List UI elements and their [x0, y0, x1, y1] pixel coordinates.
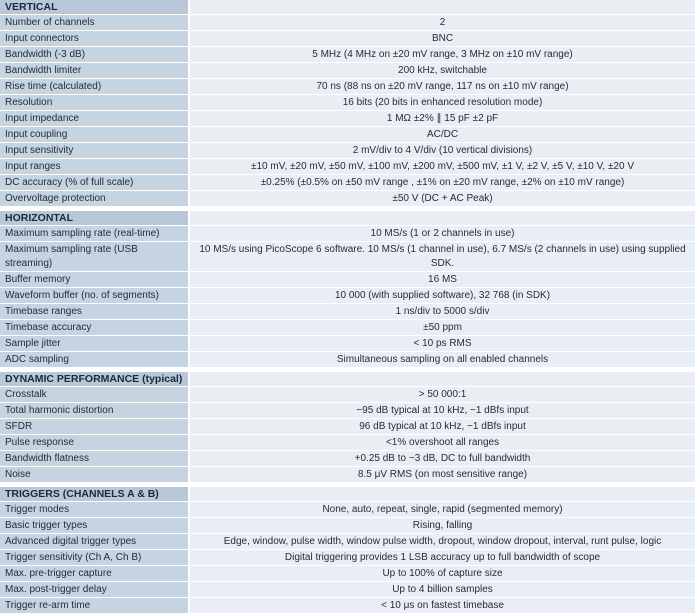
spec-row	[0, 582, 695, 598]
spec-label: Rise time (calculated)	[0, 79, 190, 95]
spec-label: Input sensitivity	[0, 143, 190, 159]
spec-label: Trigger re-arm time	[0, 598, 190, 614]
spec-label: Input connectors	[0, 31, 190, 47]
spec-label: Buffer memory	[0, 272, 190, 288]
spec-value: 10 MS/s using PicoScope 6 software. 10 MS/s (1 channel in use), 6.7 MS/s (2 channels in use) using supplied SDK.	[190, 242, 695, 272]
spec-label: SFDR	[0, 419, 190, 435]
spec-value: 2	[190, 15, 695, 31]
spec-row	[0, 387, 695, 403]
spec-label: ADC sampling	[0, 352, 190, 368]
spec-label: Timebase ranges	[0, 304, 190, 320]
spec-row	[0, 31, 695, 47]
spec-value: 16 bits (20 bits in enhanced resolution mode)	[190, 95, 695, 111]
spec-label: Maximum sampling rate (real-time)	[0, 226, 190, 242]
spec-label: Trigger sensitivity (Ch A, Ch B)	[0, 550, 190, 566]
section-header	[0, 0, 695, 15]
spec-row	[0, 451, 695, 467]
spec-row	[0, 127, 695, 143]
spec-row	[0, 63, 695, 79]
section-header-fill	[190, 0, 695, 15]
section-title: TRIGGERS (CHANNELS A & B)	[0, 487, 190, 502]
spec-value: 8.5 μV RMS (on most sensitive range)	[190, 467, 695, 483]
spec-value: −95 dB typical at 10 kHz, −1 dBfs input	[190, 403, 695, 419]
spec-row	[0, 95, 695, 111]
spec-value: 10 MS/s (1 or 2 channels in use)	[190, 226, 695, 242]
section-header	[0, 211, 695, 226]
spec-row	[0, 352, 695, 368]
spec-value: +0.25 dB to −3 dB, DC to full bandwidth	[190, 451, 695, 467]
spec-label: Input impedance	[0, 111, 190, 127]
spec-value: 1 MΩ ±2% ∥ 15 pF ±2 pF	[190, 111, 695, 127]
spec-value: ±50 ppm	[190, 320, 695, 336]
spec-value: ±10 mV, ±20 mV, ±50 mV, ±100 mV, ±200 mV, ±500 mV, ±1 V, ±2 V, ±5 V, ±10 V, ±20 V	[190, 159, 695, 175]
spec-row	[0, 550, 695, 566]
spec-row	[0, 191, 695, 207]
spec-label: DC accuracy (% of full scale)	[0, 175, 190, 191]
section-header-fill	[190, 487, 695, 502]
spec-row	[0, 175, 695, 191]
spec-row	[0, 566, 695, 582]
section-header	[0, 487, 695, 502]
spec-row	[0, 518, 695, 534]
spec-row	[0, 143, 695, 159]
spec-label: Bandwidth (-3 dB)	[0, 47, 190, 63]
spec-row	[0, 15, 695, 31]
spec-value: Up to 100% of capture size	[190, 566, 695, 582]
spec-value: Edge, window, pulse width, window pulse width, dropout, window dropout, interval, runt pulse, logic	[190, 534, 695, 550]
spec-label: Number of channels	[0, 15, 190, 31]
spec-label: Basic trigger types	[0, 518, 190, 534]
spec-row	[0, 419, 695, 435]
spec-label: Bandwidth limiter	[0, 63, 190, 79]
spec-value: 96 dB typical at 10 kHz, −1 dBfs input	[190, 419, 695, 435]
spec-label: Max. post-trigger delay	[0, 582, 190, 598]
spec-label: Total harmonic distortion	[0, 403, 190, 419]
spec-row	[0, 598, 695, 614]
section-title: VERTICAL	[0, 0, 190, 15]
section-title: DYNAMIC PERFORMANCE (typical)	[0, 372, 190, 387]
spec-value: Up to 4 billion samples	[190, 582, 695, 598]
spec-value: 2 mV/div to 4 V/div (10 vertical divisions)	[190, 143, 695, 159]
spec-value: < 10 μs on fastest timebase	[190, 598, 695, 614]
spec-value: 10 000 (with supplied software), 32 768 (in SDK)	[190, 288, 695, 304]
spec-label: Waveform buffer (no. of segments)	[0, 288, 190, 304]
spec-label: Crosstalk	[0, 387, 190, 403]
spec-label: Bandwidth flatness	[0, 451, 190, 467]
spec-value: AC/DC	[190, 127, 695, 143]
spec-row	[0, 159, 695, 175]
section-header-fill	[190, 211, 695, 226]
spec-value: > 50 000:1	[190, 387, 695, 403]
spec-label: Input coupling	[0, 127, 190, 143]
spec-label: Resolution	[0, 95, 190, 111]
spec-value: 200 kHz, switchable	[190, 63, 695, 79]
spec-row	[0, 304, 695, 320]
spec-row	[0, 226, 695, 242]
spec-row	[0, 403, 695, 419]
spec-value: Digital triggering provides 1 LSB accuracy up to full bandwidth of scope	[190, 550, 695, 566]
spec-label: Advanced digital trigger types	[0, 534, 190, 550]
section-header-fill	[190, 372, 695, 387]
spec-row	[0, 435, 695, 451]
spec-value: 70 ns (88 ns on ±20 mV range, 117 ns on ±10 mV range)	[190, 79, 695, 95]
spec-label: Trigger modes	[0, 502, 190, 518]
spec-row	[0, 320, 695, 336]
spec-value: 1 ns/div to 5000 s/div	[190, 304, 695, 320]
spec-row	[0, 272, 695, 288]
spec-value: Simultaneous sampling on all enabled channels	[190, 352, 695, 368]
spec-value: ±50 V (DC + AC Peak)	[190, 191, 695, 207]
spec-value: 16 MS	[190, 272, 695, 288]
spec-row	[0, 336, 695, 352]
spec-value: <1% overshoot all ranges	[190, 435, 695, 451]
spec-row	[0, 288, 695, 304]
spec-label: Sample jitter	[0, 336, 190, 352]
spec-row	[0, 534, 695, 550]
spec-value: ±0.25% (±0.5% on ±50 mV range , ±1% on ±20 mV range, ±2% on ±10 mV range)	[190, 175, 695, 191]
spec-label: Input ranges	[0, 159, 190, 175]
spec-label: Pulse response	[0, 435, 190, 451]
spec-value: BNC	[190, 31, 695, 47]
spec-row	[0, 111, 695, 127]
spec-label: Maximum sampling rate (USB streaming)	[0, 242, 190, 272]
spec-value: 5 MHz (4 MHz on ±20 mV range, 3 MHz on ±10 mV range)	[190, 47, 695, 63]
section-header	[0, 372, 695, 387]
spec-value: < 10 ps RMS	[190, 336, 695, 352]
spec-label: Max. pre-trigger capture	[0, 566, 190, 582]
spec-label: Overvoltage protection	[0, 191, 190, 207]
spec-row	[0, 467, 695, 483]
section-title: HORIZONTAL	[0, 211, 190, 226]
spec-value: Rising, falling	[190, 518, 695, 534]
spec-label: Noise	[0, 467, 190, 483]
spec-value: None, auto, repeat, single, rapid (segmented memory)	[190, 502, 695, 518]
spec-label: Timebase accuracy	[0, 320, 190, 336]
spec-row	[0, 502, 695, 518]
spec-row	[0, 242, 695, 272]
spec-row	[0, 79, 695, 95]
spec-row	[0, 47, 695, 63]
